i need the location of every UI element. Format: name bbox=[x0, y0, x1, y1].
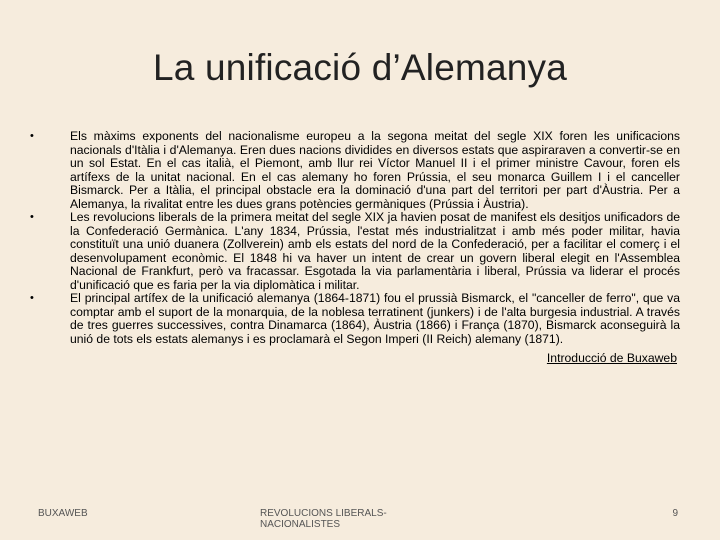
bullet-icon: • bbox=[30, 130, 34, 142]
bullet-list bbox=[30, 130, 680, 346]
slide-number: 9 bbox=[672, 508, 678, 519]
slide-title: La unificació d’Alemanya bbox=[152, 47, 568, 88]
bullet-item bbox=[30, 130, 680, 211]
bullet-icon: • bbox=[30, 211, 34, 223]
source-link-container bbox=[30, 349, 680, 367]
footer-author: BUXAWEB bbox=[38, 508, 88, 519]
bullet-item bbox=[30, 211, 680, 292]
footer-title: REVOLUCIONS LIBERALS-NACIONALISTES bbox=[260, 508, 387, 530]
bullet-icon: • bbox=[30, 292, 34, 304]
bullet-text: El principal artífex de la unificació alemanya (1864-1871) fou el prussià Bismarck, el "canceller de ferro", que va comptar amb el suport de la monarquia, de la noblesa terratinent (junkers) i de l'alta burgesia industrial. A través de tres guerres successives, contra Dinamarca (1864), Àustria (1866) i França (1870), Bismarck aconseguirà la unió de tots els estats alemanys i es proclamarà el Segon Imperi (II Reich) alemany (1871). bbox=[70, 291, 680, 346]
source-link[interactable]: Introducció de Buxaweb bbox=[546, 351, 677, 365]
slide-body bbox=[30, 130, 680, 367]
bullet-item bbox=[30, 292, 680, 346]
bullet-text: Les revolucions liberals de la primera meitat del segle XIX ja havien posat de manifest els desitjos unificadors de la Confederació Germànica. L'any 1834, Prússia, l'estat més industrialitzat i amb més poder militar, havia constituït una unió duanera (Zollverein) amb els estats del nord de la Confederació, per a facilitar el comerç i el desenvolupament econòmic. El 1848 hi va haver un intent de crear un govern liberal elegit en l'Assemblea Nacional de Frankfurt, però va fracassar. Esgotada la via parlamentària i liberal, Prússia va liderar el procés d'unificació que es faria per la via diplomàtica i militar. bbox=[70, 210, 680, 292]
bullet-text: Els màxims exponents del nacionalisme europeu a la segona meitat del segle XIX foren les unificacions nacionals d'Itàlia i d'Alemanya. Eren dues nacions dividides en diversos estats que aspiraraven a convertir-se en un sol Estat. En el cas italià, el Piemont, amb llur rei Víctor Manuel II i el primer ministre Cavour, foren els artífexs de la unitat nacional. En el cas alemany ho foren Prússia, el seu monarca Guillem I i el canceller Bismarck. Per a Itàlia, el principal obstacle era la dominació d'una part del territori per part d'Àustria. Per a Alemanya, la rivalitat entre les dues grans potències germàniques (Prússia i Àustria). bbox=[70, 129, 680, 211]
